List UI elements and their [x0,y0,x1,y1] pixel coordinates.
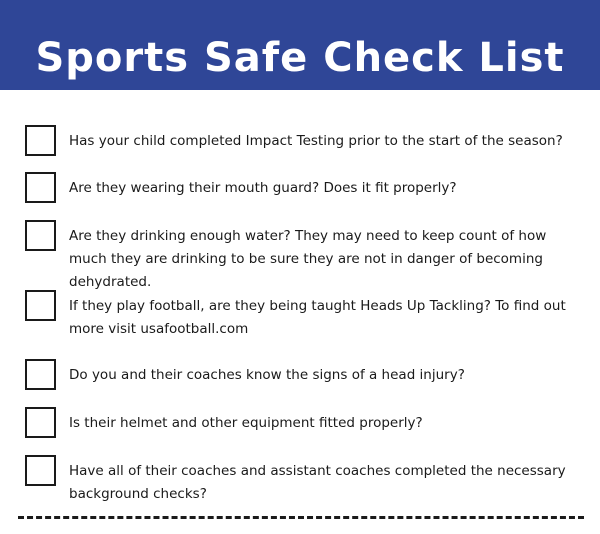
checkbox-tackling[interactable] [25,290,56,321]
checkbox-head-injury[interactable] [25,359,56,390]
checkbox-mouth-guard[interactable] [25,172,56,203]
checklist-item-text: If they play football, are they being taught Heads Up Tackling? To find out more visit usafootball.com [69,298,566,337]
checklist-item-text: Are they wearing their mouth guard? Does it fit properly? [69,180,457,196]
header-banner [0,0,600,90]
checklist-item-text: Do you and their coaches know the signs of a head injury? [69,367,465,383]
page-title: Sports Safe Check List [35,35,565,81]
checklist-item-text: Have all of their coaches and assistant coaches completed the necessary background checks? [69,463,566,502]
checkbox-helmet[interactable] [25,407,56,438]
checklist-item-text: Has your child completed Impact Testing prior to the start of the season? [69,133,563,149]
dashed-divider [18,516,584,519]
checkbox-background-checks[interactable] [25,455,56,486]
checkbox-impact-testing[interactable] [25,125,56,156]
checklist-item-text: Are they drinking enough water? They may need to keep count of how much they are drinking to be sure they are not in danger of becoming dehydrated. [69,228,547,290]
checkbox-water[interactable] [25,220,56,251]
checklist-item-text: Is their helmet and other equipment fitted properly? [69,415,423,431]
